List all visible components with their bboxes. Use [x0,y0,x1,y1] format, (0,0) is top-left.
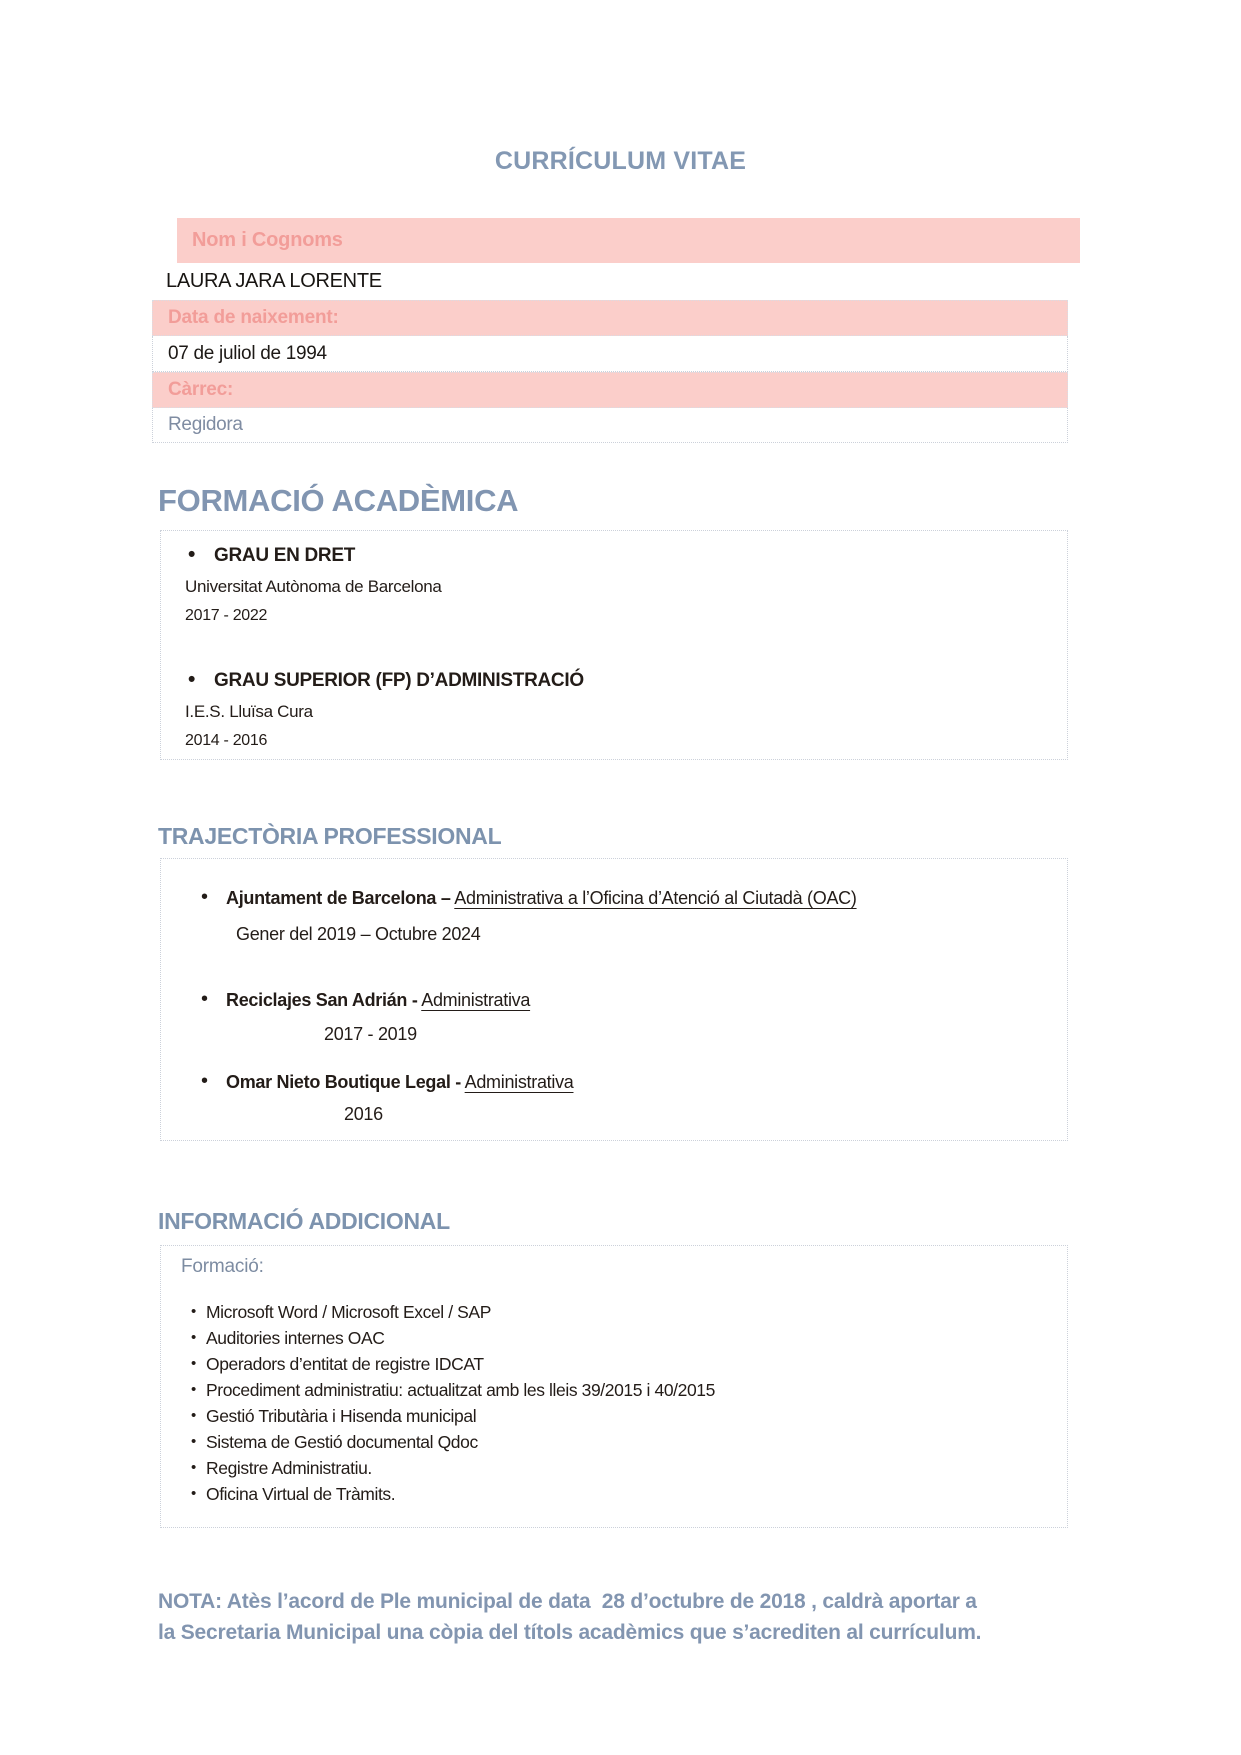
experience-section-heading: TRAJECTÒRIA PROFESSIONAL [158,823,502,849]
experience-employer: Reciclajes San Adrián - [226,990,418,1010]
list-item: • Microsoft Word / Microsoft Excel / SAP [189,1299,1047,1325]
experience-period: 2016 [344,1104,383,1124]
experience-role: Administrativa [421,990,531,1010]
list-item: • Operadors d’entitat de registre IDCAT [189,1351,1047,1377]
experience-item [201,987,1047,1047]
list-item: • Procediment administratiu: actualitzat amb les lleis 39/2015 i 40/2015 [189,1377,1047,1403]
experience-role: Administrativa [464,1072,574,1092]
experience-period: Gener del 2019 – Octubre 2024 [236,924,481,944]
additional-section-heading: INFORMACIÓ ADDICIONAL [158,1208,450,1234]
education-period: 2017 - 2022 [185,607,268,624]
additional-skill-list [181,1299,1047,1507]
field-label-birthdate: Data de naixement: [152,300,1068,336]
experience-role: Administrativa a l’Oficina d’Atenció al Ciutadà (OAC) [454,888,857,908]
additional-info-box [160,1245,1068,1528]
experience-period: 2017 - 2019 [324,1024,417,1044]
education-period: 2014 - 2016 [185,732,268,749]
education-institution: Universitat Autònoma de Barcelona [185,577,442,596]
field-value-position: Regidora [152,408,1068,443]
list-item: • Auditories internes OAC [189,1325,1047,1351]
footnote-line: la Secretaria Municipal una còpia del títols acadèmics que s’acrediten al currículum. [158,1621,982,1644]
education-degree-title: • GRAU SUPERIOR (FP) D’ADMINISTRACIÓ [183,669,1047,693]
education-item [183,544,1047,627]
experience-employer: Omar Nieto Boutique Legal - [226,1072,461,1092]
footnote [158,1586,1108,1648]
additional-subheading: Formació: [181,1256,264,1277]
list-item: • Oficina Virtual de Tràmits. [189,1481,1047,1507]
document-title: CURRÍCULUM VITAE [494,147,747,175]
experience-title-line [201,1069,1047,1095]
experience-item [201,885,1047,947]
education-degree-title: • GRAU EN DRET [183,544,1047,568]
education-box [160,530,1068,760]
list-item: • Gestió Tributària i Hisenda municipal [189,1403,1047,1429]
profile-table [0,218,1241,443]
education-institution: I.E.S. Lluïsa Cura [185,702,313,721]
list-item: • Registre Administratiu. [189,1455,1047,1481]
field-label-name: Nom i Cognoms [177,218,1080,263]
education-section-heading: FORMACIÓ ACADÈMICA [158,483,519,518]
footnote-line: NOTA: Atès l’acord de Ple municipal de data 28 d’octubre de 2018 , caldrà aportar a [158,1590,977,1613]
experience-title-line [201,987,1047,1013]
education-item [183,669,1047,752]
experience-box [160,858,1068,1141]
list-item: • Sistema de Gestió documental Qdoc [189,1429,1047,1455]
field-label-position: Càrrec: [152,372,1068,408]
experience-employer: Ajuntament de Barcelona – [226,888,451,908]
field-value-birthdate: 07 de juliol de 1994 [152,336,1068,372]
experience-item [201,1069,1047,1127]
field-value-name: LAURA JARA LORENTE [166,270,382,292]
experience-title-line [201,885,1047,911]
